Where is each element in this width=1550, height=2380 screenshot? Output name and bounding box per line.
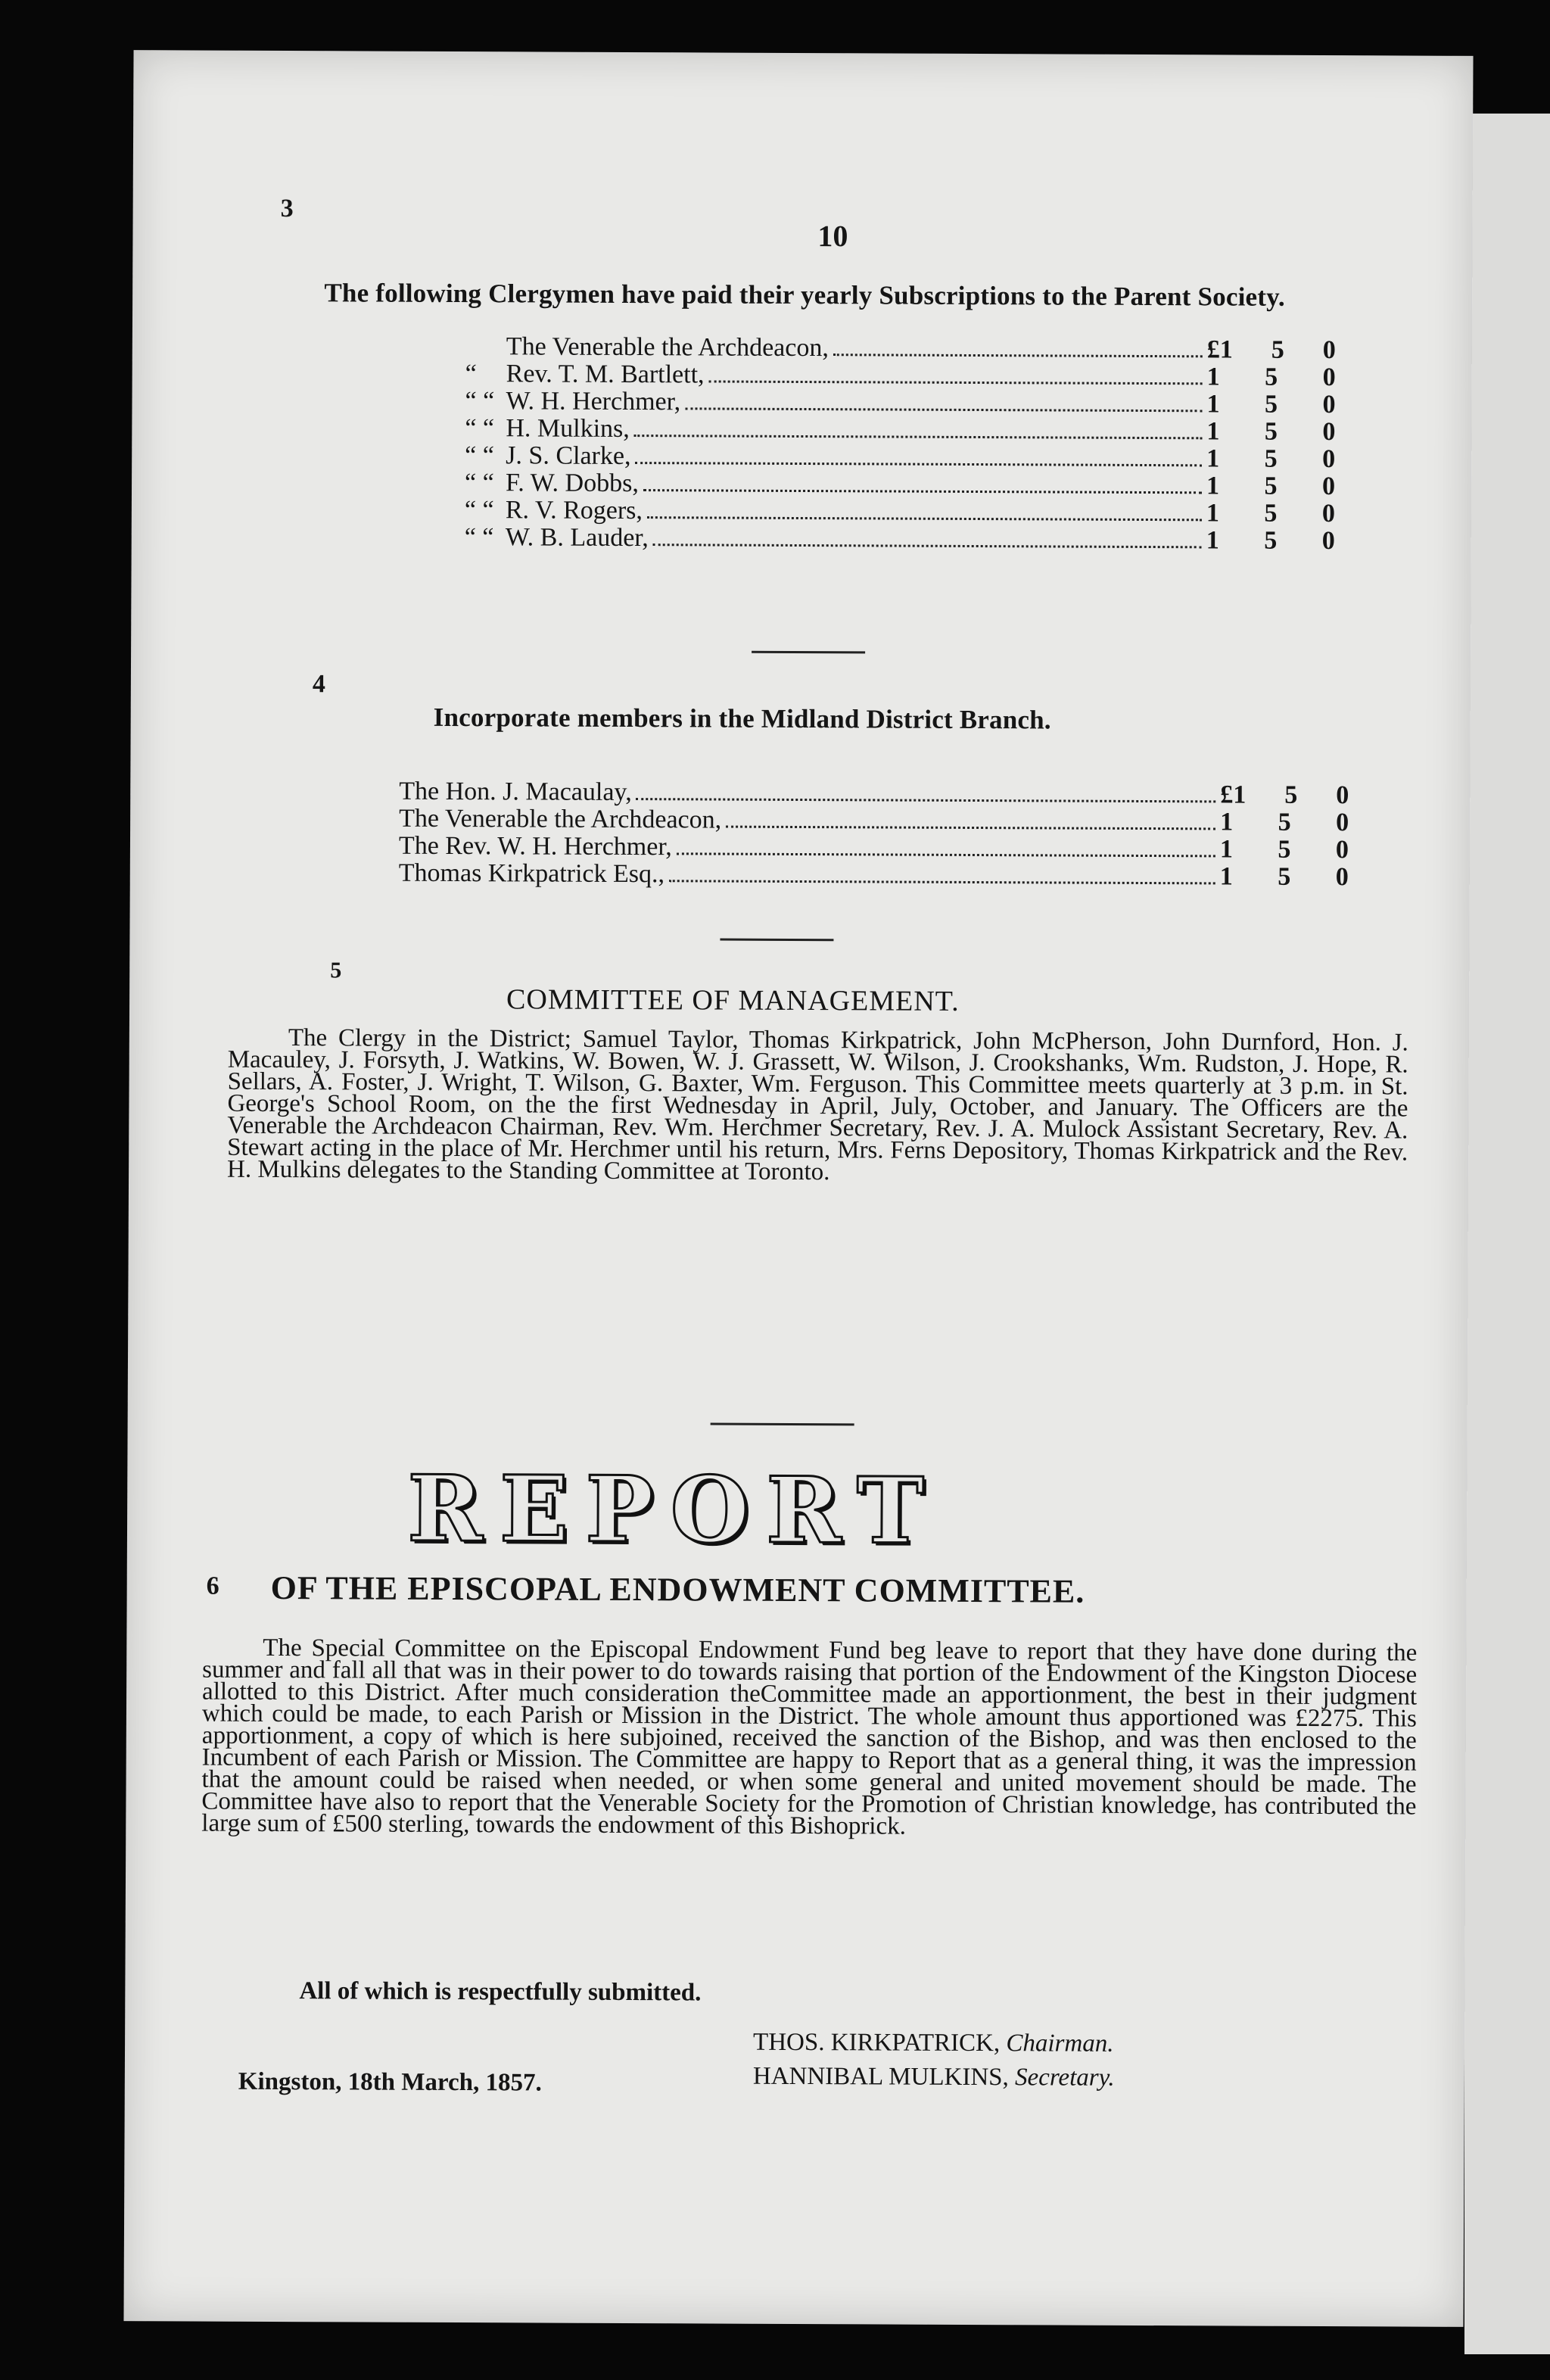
member-name: F. W. Dobbs, xyxy=(505,469,639,498)
ditto-mark: “ “ xyxy=(465,414,495,443)
amount xyxy=(1207,336,1336,364)
amount-pence: 0 xyxy=(1322,445,1336,474)
amount-pence: 0 xyxy=(1336,781,1349,810)
ditto-mark: “ “ xyxy=(464,523,494,552)
dot-leader xyxy=(677,852,1215,857)
dot-leader xyxy=(634,435,1203,439)
dot-leader xyxy=(643,489,1202,494)
member-name: R. V. Rogers, xyxy=(505,496,643,525)
amount-shillings: 5 xyxy=(1264,444,1278,473)
member-name: H. Mulkins, xyxy=(506,414,630,444)
member-name: Rev. T. M. Bartlett, xyxy=(506,360,705,389)
place-date: Kingston, 18th March, 1857. xyxy=(238,2067,542,2097)
amount-pence: 0 xyxy=(1322,418,1336,447)
amount-pence: 0 xyxy=(1322,336,1336,365)
amount-pence: 0 xyxy=(1321,527,1335,556)
amount-pounds: £1 xyxy=(1206,335,1233,364)
amount-shillings: 5 xyxy=(1264,472,1278,500)
section-number-4: 4 xyxy=(312,670,325,699)
amount-pounds: 1 xyxy=(1206,363,1220,391)
committee-heading: COMMITTEE OF MANAGEMENT. xyxy=(506,983,960,1017)
amount xyxy=(1206,472,1335,500)
amount-pence: 0 xyxy=(1321,472,1336,501)
amount-pounds: 1 xyxy=(1206,472,1220,500)
report-title: REPORT xyxy=(406,1455,942,1565)
ditto-mark: “ “ xyxy=(465,441,494,470)
amount xyxy=(1220,863,1349,891)
committee-paragraph: The Clergy in the District; Samuel Taylor, Thomas Kirkpatrick, John McPherson, John Durnford, Hon. J. Macauley, J. Forsyth, J. Watkins, W. Bowen, W. J. Grassett, W. Wilson, J. Crookshanks, Wm. Rudston, J. Hope, R. Sellars, A. Foster, J. Wright, T. Wilson, G. Baxter, Wm. Ferguson. This Committee meets quarterly at 3 p.m. in St. George's School Room, on the the first Wednesday in April, July, October, and January. The Officers are the Venerable the Archdeacon Chairman, Rev. Wm. Herchmer Secretary, Rev. J. A. Mulock Assistant Secretary, Rev. A. Stewart acting in the place of Mr. Herchmer until his return, Mrs. Ferns Depository, Thomas Kirkpatrick and the Rev. H. Mulkins delegates to the Standing Committee at Toronto. xyxy=(227,1024,1408,1186)
report-paragraph: The Special Committee on the Episcopal Endowment Fund beg leave to report that they have done during the summer and fall all that was in their power to do towards raising that portion of the Endowment of the Kingston Diocese allotted to this District. After much consideration theCommittee made an apportionment, the best in their judgment which could be made, to each Parish or Mission in the District. The whole amount thus apportioned was £2275. This apportionment, a copy of which is here subjoined, received the sanction of the Bishop, and was then enclosed to the Incumbent of each Parish or Mission. The Committee are happy to Report that as a general thing, it was the impression that the amount could be raised when needed, or when some general and united movement should be made. The Committee have also to report that the Venerable Society for the Promotion of Christian knowledge, has contributed the large sum of £500 sterling, towards the endowment of this Bishoprick. xyxy=(201,1634,1418,1840)
dot-leader xyxy=(636,798,1216,802)
subscriptions-heading: The following Clergymen have paid their yearly Subscriptions to the Parent Society. xyxy=(324,278,1285,312)
member-name: The Hon. J. Macaulay, xyxy=(399,777,632,807)
section-number-3: 3 xyxy=(280,195,294,223)
amount-pence: 0 xyxy=(1322,391,1336,419)
member-name: J. S. Clarke, xyxy=(506,441,631,471)
member-name: The Venerable the Archdeacon, xyxy=(506,332,829,363)
incorporate-list xyxy=(399,778,1349,891)
page-number: 10 xyxy=(817,219,848,254)
dot-leader xyxy=(726,826,1215,830)
divider-rule xyxy=(711,1422,854,1425)
member-name: W. H. Herchmer, xyxy=(506,387,681,416)
member-name: W. B. Lauder, xyxy=(505,523,649,553)
amount xyxy=(1206,500,1335,528)
divider-rule xyxy=(752,651,865,654)
dot-leader xyxy=(709,380,1203,385)
amount-pounds: 1 xyxy=(1220,808,1234,836)
amount-shillings: 5 xyxy=(1278,862,1291,891)
amount-pence: 0 xyxy=(1336,808,1349,837)
dot-leader xyxy=(653,544,1202,548)
list-row xyxy=(465,524,1335,555)
amount xyxy=(1220,808,1349,836)
amount xyxy=(1206,391,1335,419)
amount-pounds: 1 xyxy=(1206,390,1220,419)
amount xyxy=(1206,527,1335,555)
dot-leader xyxy=(833,354,1203,357)
dot-leader xyxy=(635,462,1202,466)
ditto-mark: “ “ xyxy=(464,496,494,525)
member-name: Thomas Kirkpatrick Esq., xyxy=(398,858,665,889)
amount-shillings: 5 xyxy=(1271,335,1284,364)
amount-pounds: £1 xyxy=(1220,780,1247,809)
amount-shillings: 5 xyxy=(1264,526,1278,555)
member-name: The Venerable the Archdeacon, xyxy=(399,804,722,834)
dot-leader xyxy=(685,407,1202,412)
ditto-mark: “ “ xyxy=(464,469,494,497)
ditto-mark: “ “ xyxy=(465,387,495,416)
chairman-role: Chairman. xyxy=(1006,2030,1114,2058)
amount-pounds: 1 xyxy=(1206,526,1219,555)
amount xyxy=(1206,445,1335,473)
list-row xyxy=(399,860,1349,891)
closing-line: All of which is respectfully submitted. xyxy=(299,1977,702,2007)
amount-pounds: 1 xyxy=(1219,862,1233,891)
amount-pounds: 1 xyxy=(1206,417,1220,446)
amount-pence: 0 xyxy=(1335,836,1349,864)
amount-shillings: 5 xyxy=(1264,417,1278,446)
amount-pence: 0 xyxy=(1321,500,1335,528)
chairman-signature xyxy=(753,2029,1114,2058)
section-number-6: 6 xyxy=(206,1572,219,1600)
dot-leader xyxy=(669,880,1215,884)
amount-shillings: 5 xyxy=(1284,780,1298,809)
amount-pounds: 1 xyxy=(1206,444,1220,473)
document-page xyxy=(123,50,1473,2327)
amount xyxy=(1220,781,1349,809)
chairman-name: THOS. KIRKPATRICK, xyxy=(753,2028,1001,2058)
amount-shillings: 5 xyxy=(1264,390,1278,419)
incorporate-heading: Incorporate members in the Midland District Branch. xyxy=(433,702,1051,735)
adjacent-page-edge xyxy=(1464,114,1550,2354)
amount xyxy=(1220,836,1349,864)
section-number-5: 5 xyxy=(330,958,342,983)
secretary-signature xyxy=(753,2063,1115,2092)
amount-shillings: 5 xyxy=(1278,808,1291,836)
amount-shillings: 5 xyxy=(1265,363,1278,391)
secretary-role: Secretary. xyxy=(1014,2064,1115,2092)
amount xyxy=(1206,418,1335,446)
secretary-name: HANNIBAL MULKINS, xyxy=(752,2062,1009,2092)
amount-pence: 0 xyxy=(1322,363,1336,392)
amount-shillings: 5 xyxy=(1278,835,1291,864)
amount xyxy=(1207,363,1336,391)
amount-pence: 0 xyxy=(1335,863,1349,892)
report-subtitle: OF THE EPISCOPAL ENDOWMENT COMMITTEE. xyxy=(270,1568,1085,1610)
subscriptions-list xyxy=(465,333,1336,555)
amount-pounds: 1 xyxy=(1206,499,1219,528)
amount-shillings: 5 xyxy=(1264,499,1278,528)
dot-leader xyxy=(647,516,1202,521)
amount-pounds: 1 xyxy=(1219,835,1234,864)
ditto-mark: “ xyxy=(465,360,477,388)
divider-rule xyxy=(720,939,833,942)
member-name: The Rev. W. H. Herchmer, xyxy=(398,831,672,861)
